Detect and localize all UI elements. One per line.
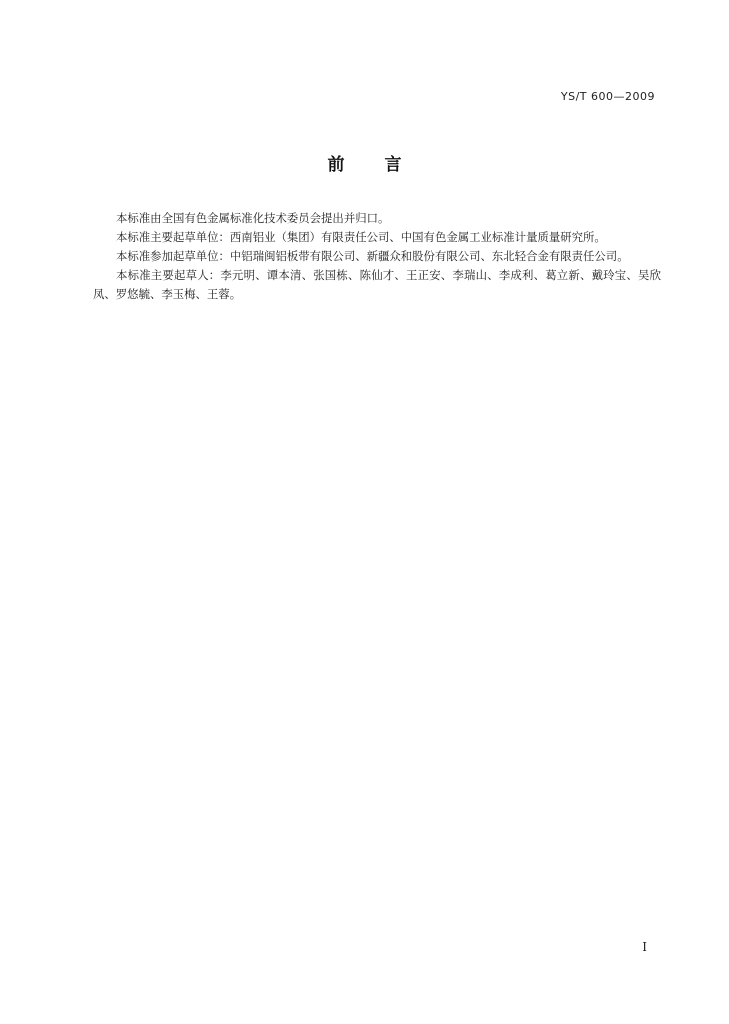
standard-code: YS/T 600—2009 [560, 90, 655, 103]
paragraph-main-drafting-units: 本标准主要起草单位：西南铝业（集团）有限责任公司、中国有色金属工业标准计量质量研究所。 [116, 230, 606, 244]
page-number: I [642, 940, 647, 954]
title-char-1: 前 [327, 155, 345, 175]
title-char-2: 言 [384, 155, 402, 175]
page-title [0, 150, 729, 175]
paragraph-proposer: 本标准由全国有色金属标准化技术委员会提出并归口。 [116, 211, 390, 225]
paragraph-main-drafters: 本标准主要起草人：李元明、谭本清、张国栋、陈仙才、王正安、李瑞山、李成利、葛立新、戴玲宝、吴欣凤、罗悠毓、李玉梅、王蓉。 [93, 268, 661, 301]
paragraph-participating-drafting-units: 本标准参加起草单位：中铝瑞闽铝板带有限公司、新疆众和股份有限公司、东北轻合金有限责任公司。 [116, 249, 629, 263]
foreword-body [93, 209, 661, 304]
